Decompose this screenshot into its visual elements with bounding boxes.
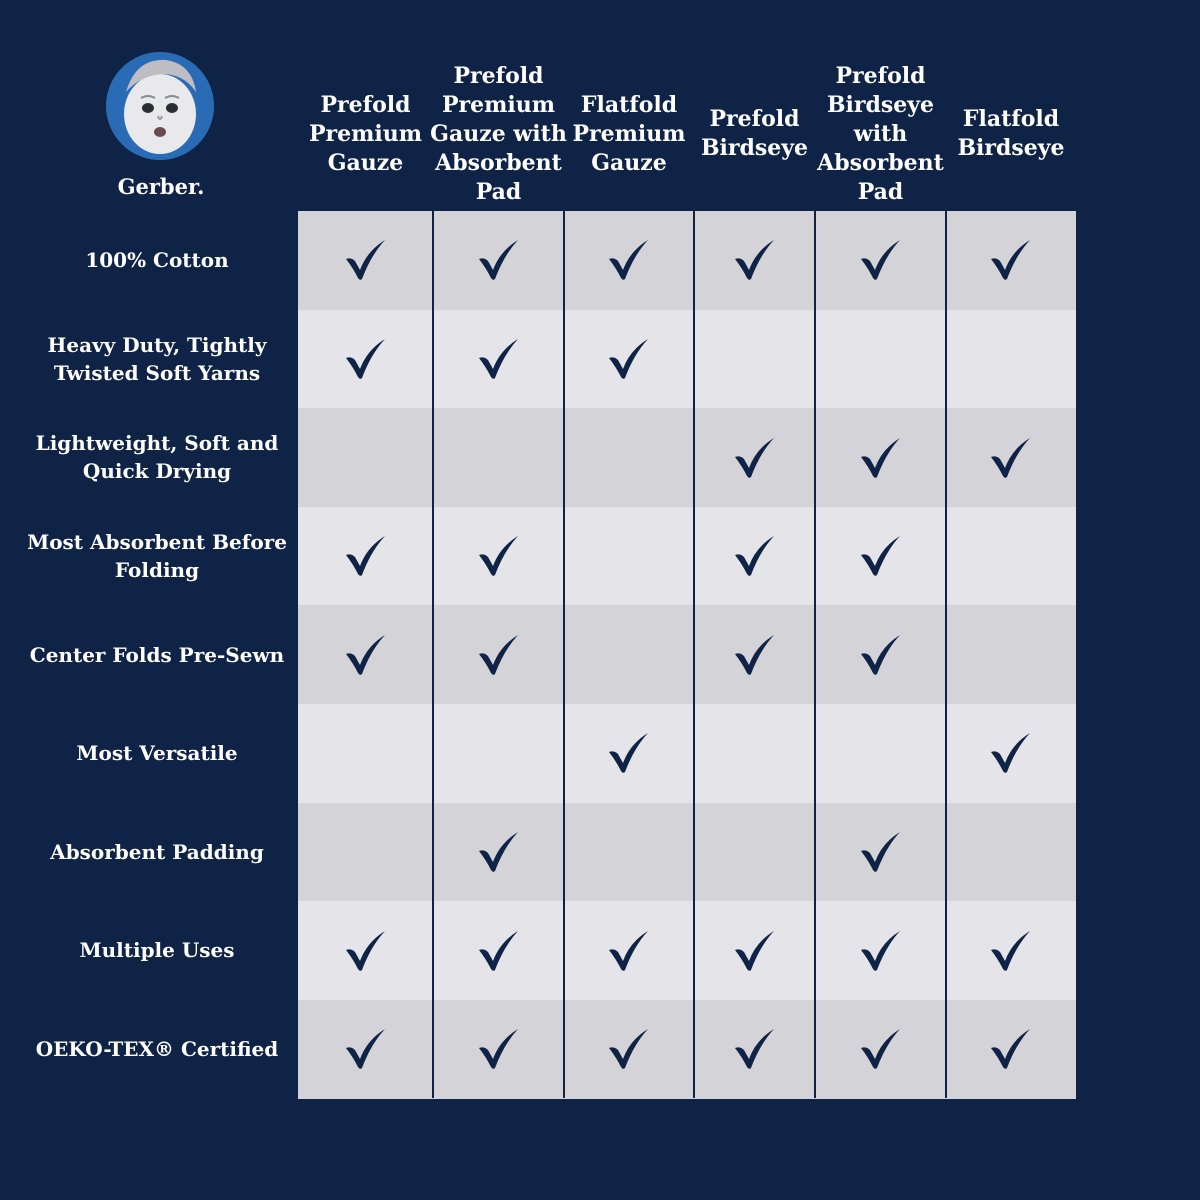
row-label: Most Absorbent Before Folding [27, 530, 287, 583]
table-row [298, 901, 1076, 1000]
row-label: OEKO-TEX® Certified [35, 1037, 279, 1062]
checkmark-icon [858, 435, 904, 481]
column-divider [814, 211, 816, 1098]
table-row [298, 507, 1076, 606]
checkmark-icon [606, 1026, 652, 1072]
checkmark-icon [606, 928, 652, 974]
checkmark-icon [606, 237, 652, 283]
table-row [298, 211, 1076, 310]
checkmark-icon [988, 730, 1034, 776]
checkmark-icon [606, 730, 652, 776]
column-header: Prefold Premium Gauze [308, 91, 423, 176]
row-label: Lightweight, Soft and Quick Drying [35, 431, 279, 484]
checkmark-icon [343, 533, 389, 579]
table-row [298, 605, 1076, 704]
comparison-grid [298, 211, 1076, 1098]
table-row [298, 310, 1076, 409]
column-divider [563, 211, 565, 1098]
checkmark-icon [476, 829, 522, 875]
checkmark-icon [988, 1026, 1034, 1072]
column-divider [945, 211, 947, 1098]
checkmark-icon [732, 632, 778, 678]
row-label: Center Folds Pre-Sewn [29, 642, 285, 667]
checkmark-icon [343, 632, 389, 678]
column-header: Prefold Birdseye [700, 106, 809, 161]
checkmark-icon [988, 928, 1034, 974]
checkmark-icon [858, 237, 904, 283]
baby-portrait-icon [106, 52, 214, 160]
checkmark-icon [732, 928, 778, 974]
checkmark-icon [858, 829, 904, 875]
gerber-logo [96, 46, 226, 206]
checkmark-icon [732, 435, 778, 481]
checkmark-icon [343, 237, 389, 283]
row-label: Absorbent Padding [50, 839, 264, 864]
checkmark-icon [858, 1026, 904, 1072]
checkmark-icon [343, 336, 389, 382]
checkmark-icon [858, 928, 904, 974]
column-header: Flatfold Birdseye [957, 106, 1065, 161]
checkmark-icon [988, 435, 1034, 481]
row-label: 100% Cotton [85, 248, 229, 273]
checkmark-icon [858, 533, 904, 579]
column-header: Prefold Birdseye with Absorbent Pad [817, 62, 944, 205]
checkmark-icon [476, 336, 522, 382]
checkmark-icon [732, 1026, 778, 1072]
checkmark-icon [343, 928, 389, 974]
checkmark-icon [476, 632, 522, 678]
checkmark-icon [988, 237, 1034, 283]
table-row [298, 1000, 1076, 1099]
checkmark-icon [732, 237, 778, 283]
row-label: Most Versatile [76, 741, 238, 766]
checkmark-icon [476, 237, 522, 283]
row-label: Heavy Duty, Tightly Twisted Soft Yarns [47, 332, 267, 385]
column-header: Flatfold Premium Gauze [572, 91, 686, 176]
checkmark-icon [732, 533, 778, 579]
checkmark-icon [476, 533, 522, 579]
checkmark-icon [343, 1026, 389, 1072]
checkmark-icon [858, 632, 904, 678]
row-label: Multiple Uses [79, 938, 235, 963]
table-row [298, 803, 1076, 902]
column-header: Prefold Premium Gauze with Absorbent Pad [430, 62, 567, 205]
checkmark-icon [606, 336, 652, 382]
checkmark-icon [476, 928, 522, 974]
table-row [298, 704, 1076, 803]
column-divider [693, 211, 695, 1098]
table-row [298, 408, 1076, 507]
checkmark-icon [476, 1026, 522, 1072]
brand-name: Gerber. [117, 174, 205, 199]
column-divider [432, 211, 434, 1098]
